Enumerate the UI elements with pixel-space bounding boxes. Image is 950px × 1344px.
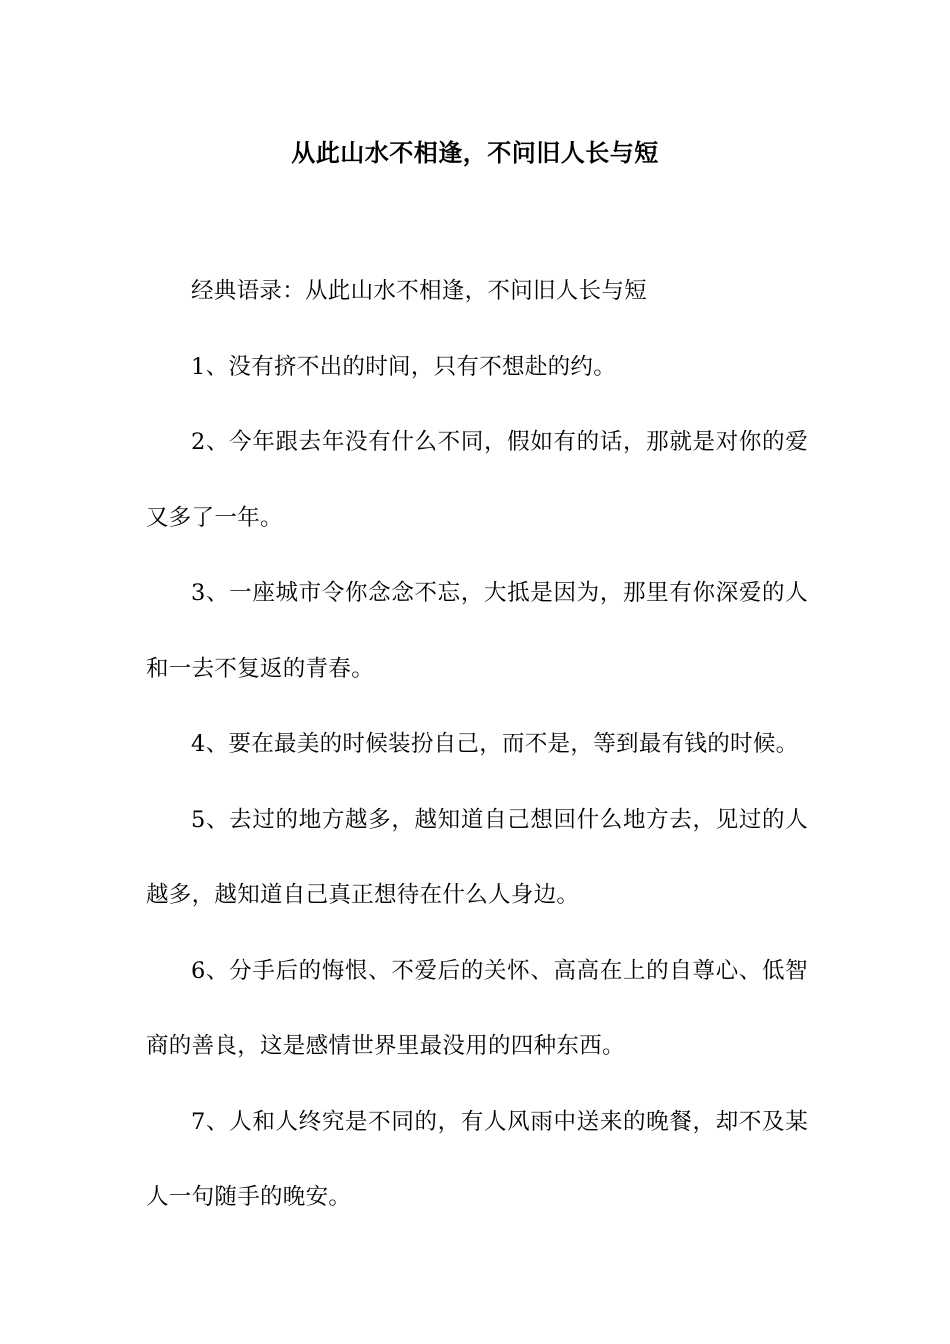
quote-item-7: 7、人和人终究是不同的，有人风雨中送来的晚餐，却不及某人一句随手的晚安。 [146,1108,808,1210]
document-title: 从此山水不相逢，不问旧人长与短 [291,138,659,167]
quote-item-3: 3、一座城市令你念念不忘，大抵是因为，那里有你深爱的人和一去不复返的青春。 [146,580,808,682]
intro-paragraph: 经典语录：从此山水不相逢，不问旧人长与短 [191,278,648,304]
document-body [146,254,808,1236]
quote-item-4: 4、要在最美的时候装扮自己，而不是，等到最有钱的时候。 [191,731,799,757]
quote-item-2: 2、今年跟去年没有什么不同，假如有的话，那就是对你的爱又多了一年。 [146,429,808,531]
quote-item-6: 6、分手后的悔恨、不爱后的关怀、高高在上的自尊心、低智商的善良，这是感情世界里最没用的四种东西。 [146,957,808,1059]
quote-item-5: 5、去过的地方越多，越知道自己想回什么地方去，见过的人越多，越知道自己真正想待在什么人身边。 [146,806,808,908]
quote-item-1: 1、没有挤不出的时间，只有不想赴的约。 [191,353,617,380]
